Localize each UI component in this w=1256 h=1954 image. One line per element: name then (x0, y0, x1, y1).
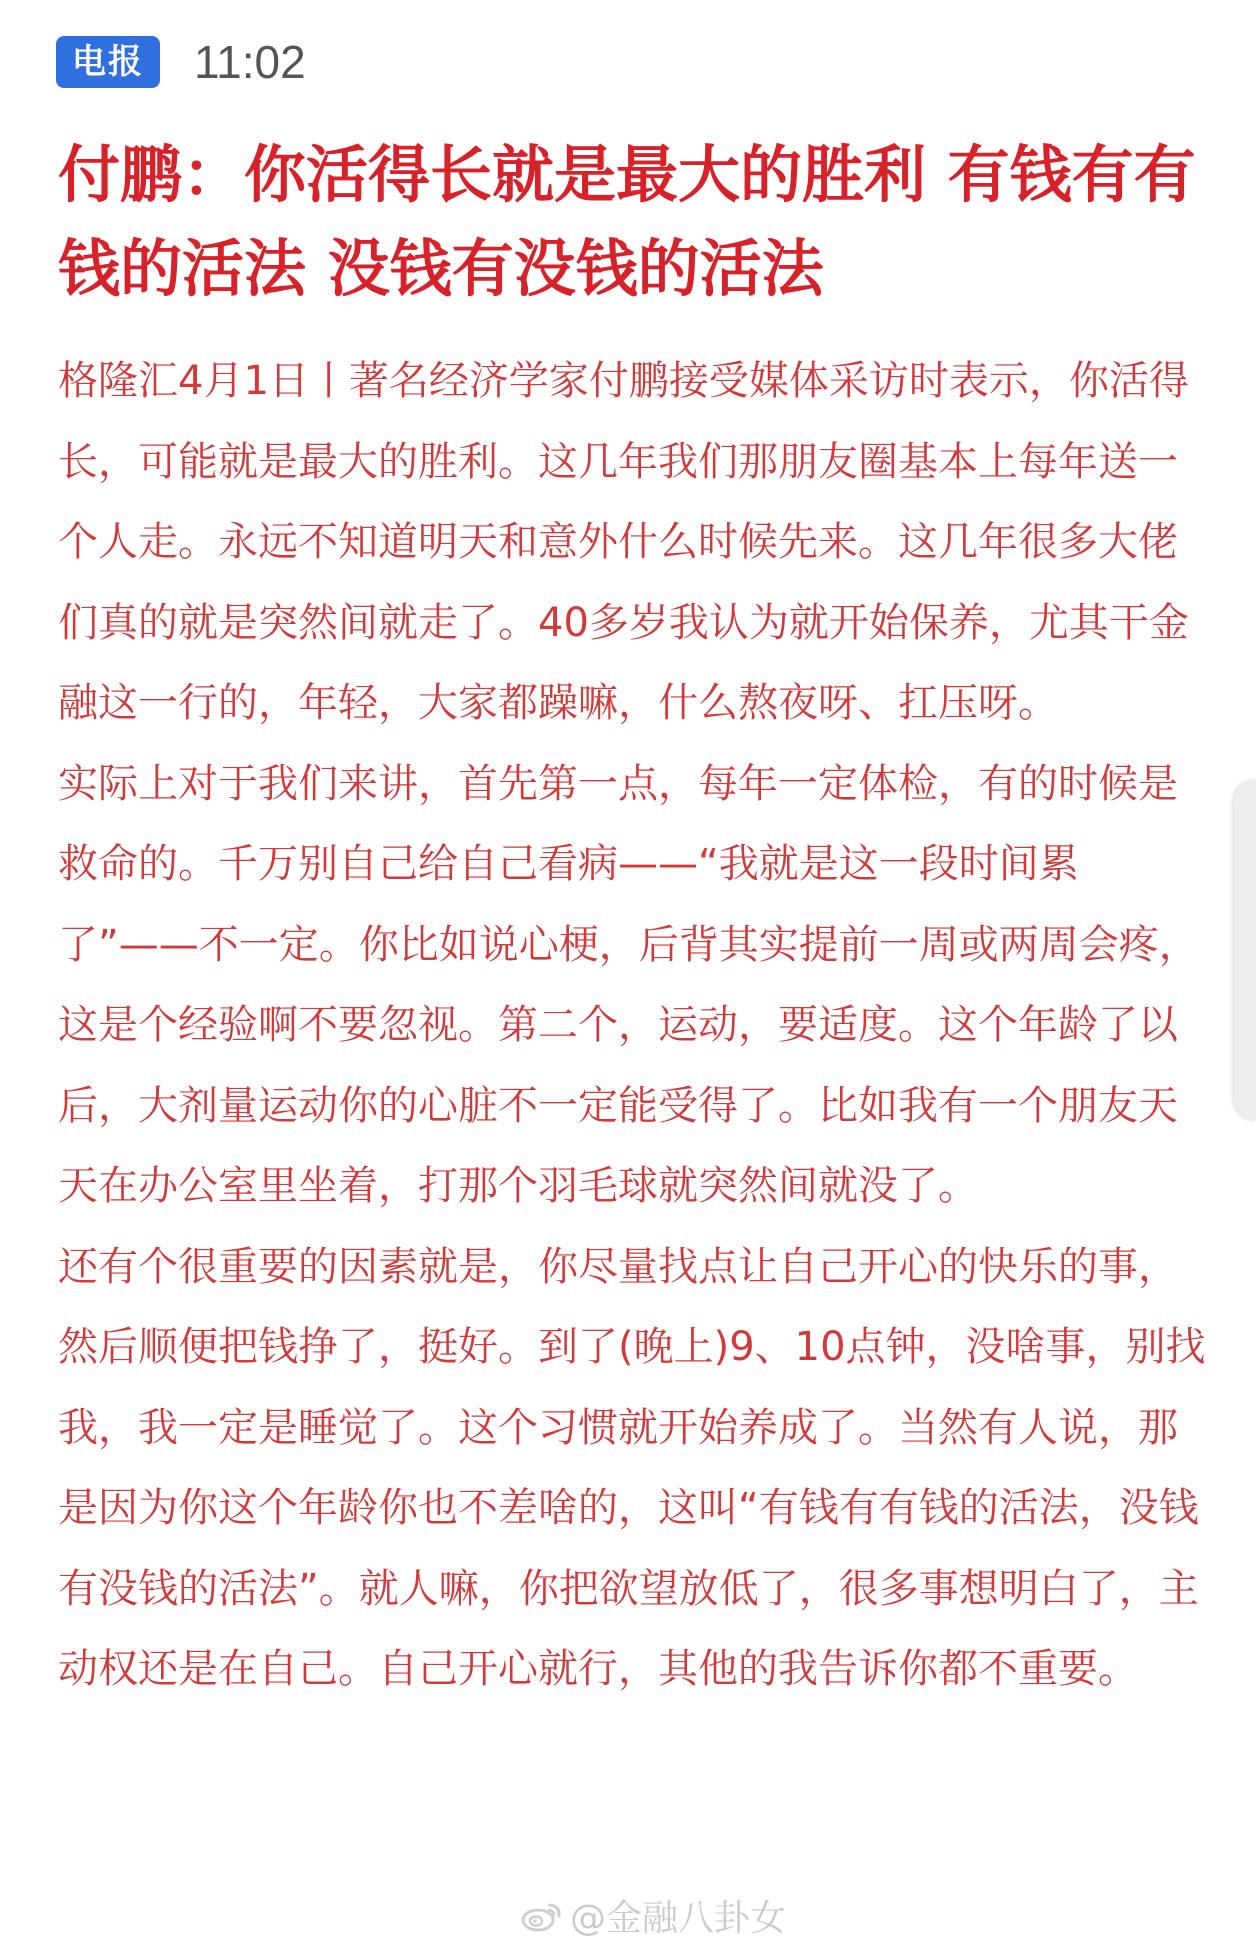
header (56, 32, 306, 92)
article-paragraph-1: 格隆汇4月1日丨著名经济学家付鹏接受媒体采访时表示，你活得长，可能就是最大的胜利。这几年我们那朋友圈基本上每年送一个人走。永远不知道明天和意外什么时候先来。这几年很多大佬们真的就是突然间就走了。40多岁我认为就开始保养，尤其干金融这一行的，年轻，大家都躁嘛，什么熬夜呀、扛压呀。 (58, 358, 1189, 726)
watermark-text: @金融八卦女 (570, 1898, 787, 1939)
timestamp: 11:02 (194, 36, 306, 88)
watermark (520, 1890, 786, 1941)
telegraph-badge: 电报 (56, 36, 160, 88)
side-scroll-handle[interactable] (1234, 780, 1256, 1120)
article-title: 付鹏：你活得长就是最大的胜利 有钱有有钱的活法 没钱有没钱的活法 (58, 138, 1196, 305)
article-paragraph-2: 实际上对于我们来讲，首先第一点，每年一定体检，有的时候是救命的。千万别自己给自己看病——“我就是这一段时间累了”——不一定。你比如说心梗，后背其实提前一周或两周会疼，这是个经验啊不要忽视。第二个，运动，要适度。这个年龄了以后，大剂量运动你的心脏不一定能受得了。比如我有一个朋友天天在办公室里坐着，打那个羽毛球就突然间就没了。 (58, 760, 1199, 1209)
article-paragraph-3: 还有个很重要的因素就是，你尽量找点让自己开心的快乐的事，然后顺便把钱挣了，挺好。到了(晚上)9、10点钟，没啥事，别找我，我一定是睡觉了。这个习惯就开始养成了。当然有人说，那是因为你这个年龄你也不差啥的，这叫“有钱有有钱的活法，没钱有没钱的活法”。就人嘛，你把欲望放低了，很多事想明白了，主动权还是在自己。自己开心就行，其他的我告诉你都不重要。 (58, 1243, 1206, 1692)
article-body (58, 341, 1208, 1710)
weibo-icon (520, 1899, 564, 1933)
